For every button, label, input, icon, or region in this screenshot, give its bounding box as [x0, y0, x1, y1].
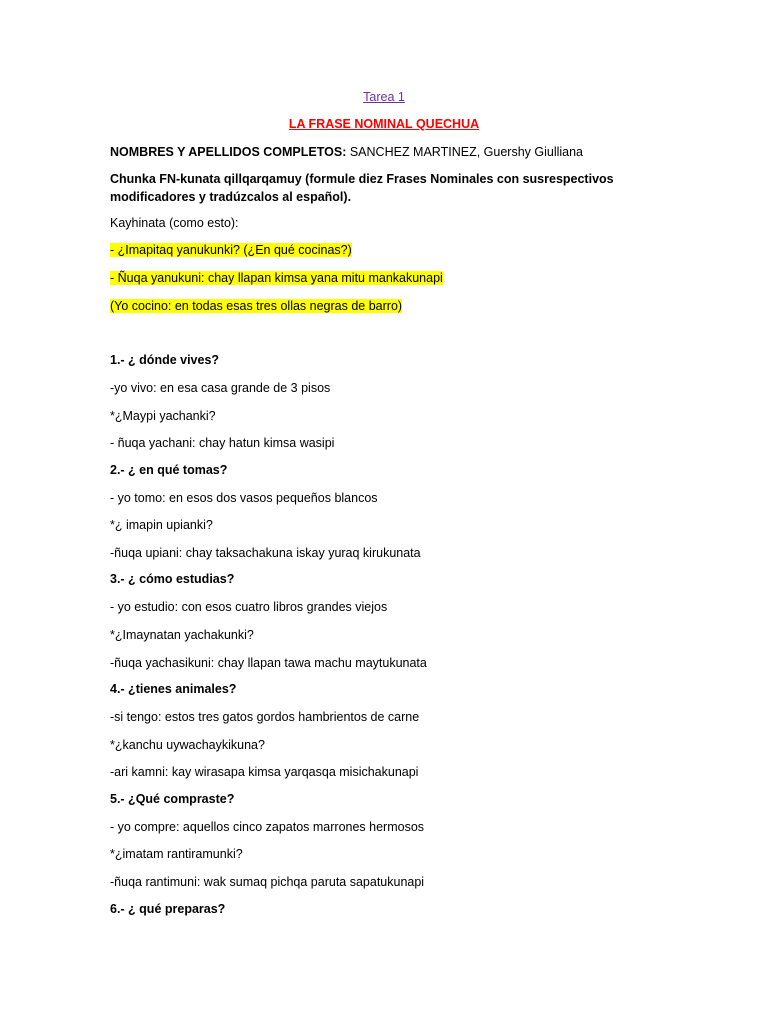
- example-label: Kayhinata (como esto):: [110, 216, 239, 230]
- names-value: SANCHEZ MARTINEZ, Guershy Giulliana: [346, 145, 584, 159]
- item-answer: - yo tomo: en esos dos vasos pequeños blancos: [110, 491, 378, 505]
- item-quechua-answer: -ñuqa rantimuni: wak sumaq pichqa paruta sapatukunapi: [110, 875, 425, 889]
- item-quechua-answer: -ñuqa yachasikuni: chay llapan tawa machu maytukunata: [110, 656, 427, 670]
- item-question: 5.- ¿Qué compraste?: [110, 792, 235, 806]
- item-quechua-answer: - ñuqa yachani: chay hatun kimsa wasipi: [110, 436, 335, 450]
- names-line: [110, 144, 583, 160]
- example-question-highlight: - ¿Imapitaq yanukunki? (¿En qué cocinas?): [110, 243, 352, 257]
- item-answer: -yo vivo: en esa casa grande de 3 pisos: [110, 381, 331, 395]
- document-title: Tarea 1: [363, 90, 405, 104]
- example-line-1: [110, 242, 352, 258]
- item-question: 3.- ¿ cómo estudias?: [110, 572, 235, 586]
- item-quechua-question: *¿imatam rantiramunki?: [110, 847, 243, 861]
- item-quechua-question: *¿kanchu uywachaykikuna?: [110, 738, 265, 752]
- example-line-3: [110, 298, 402, 314]
- example-translation-highlight: (Yo cocino: en todas esas tres ollas negras de barro): [110, 299, 403, 313]
- item-answer: - yo estudio: con esos cuatro libros grandes viejos: [110, 600, 388, 614]
- item-quechua-question: *¿Imaynatan yachakunki?: [110, 628, 254, 642]
- names-label: NOMBRES Y APELLIDOS COMPLETOS:: [110, 145, 347, 159]
- document-heading: LA FRASE NOMINAL QUECHUA: [288, 117, 480, 131]
- item-question: 4.- ¿tienes animales?: [110, 682, 237, 696]
- item-quechua-answer: -ñuqa upiani: chay taksachakuna iskay yuraq kirukunata: [110, 546, 421, 560]
- item-answer: - yo compre: aquellos cinco zapatos marrones hermosos: [110, 820, 425, 834]
- instruction-text: Chunka FN-kunata qillqarqamuy (formule diez Frases Nominales con susrespectivos modificadores y tradúzcalos al español).: [110, 172, 614, 204]
- item-question: 2.- ¿ en qué tomas?: [110, 463, 228, 477]
- item-quechua-question: *¿ imapin upianki?: [110, 518, 213, 532]
- example-line-2: [110, 270, 443, 286]
- item-answer: -si tengo: estos tres gatos gordos hambrientos de carne: [110, 710, 420, 724]
- item-question: 1.- ¿ dónde vives?: [110, 353, 220, 367]
- example-answer-highlight: - Ñuqa yanukuni: chay llapan kimsa yana mitu mankakunapi: [110, 271, 443, 285]
- item-quechua-question: *¿Maypi yachanki?: [110, 409, 216, 423]
- item-quechua-answer: -ari kamni: kay wirasapa kimsa yarqasqa misichakunapi: [110, 765, 419, 779]
- item-question: 6.- ¿ qué preparas?: [110, 902, 226, 916]
